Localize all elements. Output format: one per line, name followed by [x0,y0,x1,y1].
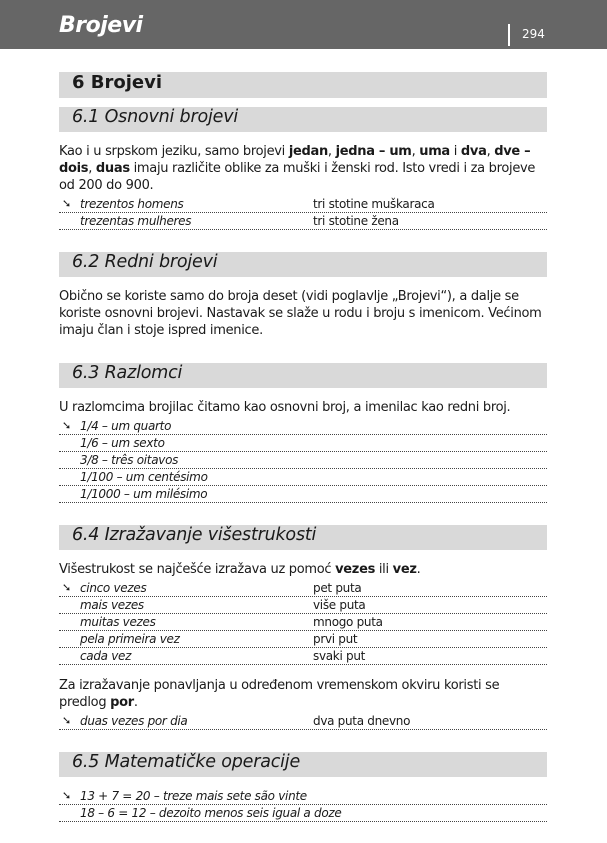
example-row [59,597,547,614]
page-content [59,72,547,822]
example-translation: dva puta dnevno [313,714,411,728]
example-translation: tri stotine žena [313,214,399,228]
text-run: U razlomcima brojilac čitamo kao osnovni broj, a imenilac kao redni broj. [59,400,511,415]
example-portuguese: muitas vezes [80,615,156,629]
example-portuguese: pela primeira vez [80,632,180,646]
text-run: i [449,144,461,159]
example-row [59,788,547,805]
text-run: ili [375,562,393,577]
text-run: Za izražavanje ponavljanja u određenom vremenskom okviru koristi se predlog [59,678,500,710]
section-gap [59,341,547,363]
example-portuguese: duas vezes por dia [80,714,188,728]
example-arrow-icon: ➘ [62,419,71,432]
example-portuguese: cada vez [80,649,132,663]
example-portuguese: 18 – 6 = 12 – dezoito menos seis igual a doze [80,806,342,820]
section-gap [59,230,547,252]
example-portuguese: 1/1000 – um milésimo [80,487,208,501]
header-divider [508,24,510,46]
example-row [59,648,547,665]
text-run: imaju različite oblike za muški i ženski rod. Isto vredi i za brojeve od 200 do 900. [59,161,536,193]
example-portuguese: mais vezes [80,598,144,612]
example-arrow-icon: ➘ [62,714,71,727]
text-run: , [327,144,336,159]
example-row [59,713,547,730]
example-arrow-icon: ➘ [62,581,71,594]
example-row [59,469,547,486]
page-number: 294 [522,27,545,41]
section-heading: 6.2 Redni brojevi [59,252,547,277]
example-row [59,196,547,213]
section-paragraph [59,561,547,578]
example-portuguese: trezentas mulheres [80,214,192,228]
section-heading: 6.5 Matematičke operacije [59,752,547,777]
example-translation: pet puta [313,581,362,595]
example-row [59,435,547,452]
bold-term: duas [95,161,130,176]
bold-term: dve – dois [59,144,531,176]
text-run: . [416,562,421,577]
bold-term: dva [460,144,487,159]
section-gap [59,503,547,525]
example-row [59,614,547,631]
example-portuguese: 13 + 7 = 20 – treze mais sete são vinte [80,789,307,803]
example-row [59,452,547,469]
example-portuguese: cinco vezes [80,581,147,595]
section-gap [59,730,547,752]
bold-term: jedan [288,144,328,159]
bold-term: vezes [335,562,376,577]
section-paragraph [59,288,547,339]
section-paragraph [59,399,547,416]
text-run: , [486,144,495,159]
section-paragraph [59,677,547,711]
text-run: . [133,695,138,710]
bold-term: uma [419,144,450,159]
text-run: Višestrukost se najčešće izražava uz pomoć [59,562,336,577]
bold-term: vez [392,562,417,577]
example-portuguese: 1/4 – um quarto [80,419,172,433]
example-arrow-icon: ➘ [62,789,71,802]
example-row [59,805,547,822]
example-portuguese: 3/8 – três oitavos [80,453,179,467]
section-heading: 6.1 Osnovni brojevi [59,107,547,132]
section-heading: 6.4 Izražavanje višestrukosti [59,525,547,550]
chapter-heading: 6 Brojevi [59,72,547,98]
example-row [59,486,547,503]
example-arrow-icon: ➘ [62,197,71,210]
running-title: Brojevi [59,13,143,38]
example-row [59,418,547,435]
example-translation: mnogo puta [313,615,383,629]
text-run: Kao i u srpskom jeziku, samo brojevi [59,144,289,159]
page-header-bar [0,0,607,49]
example-portuguese: 1/100 – um centésimo [80,470,208,484]
example-row [59,213,547,230]
example-portuguese: trezentos homens [80,197,184,211]
bold-term: por [110,695,134,710]
section-heading: 6.3 Razlomci [59,363,547,388]
section-paragraph [59,143,547,194]
example-row [59,631,547,648]
example-translation: više puta [313,598,366,612]
text-run: , [411,144,420,159]
example-row [59,580,547,597]
text-run: , [88,161,96,176]
example-translation: tri stotine muškaraca [313,197,435,211]
example-portuguese: 1/6 – um sexto [80,436,165,450]
bold-term: jedna – um [335,144,412,159]
example-translation: svaki put [313,649,366,663]
text-run: Obično se koriste samo do broja deset (vidi poglavlje „Brojevi“), a dalje se koriste osnovni brojevi. Nastavak se slaže u rodu i broju s imenicom. Većinom imaju član i stoje ispred imenice. [59,289,542,338]
example-translation: prvi put [313,632,358,646]
